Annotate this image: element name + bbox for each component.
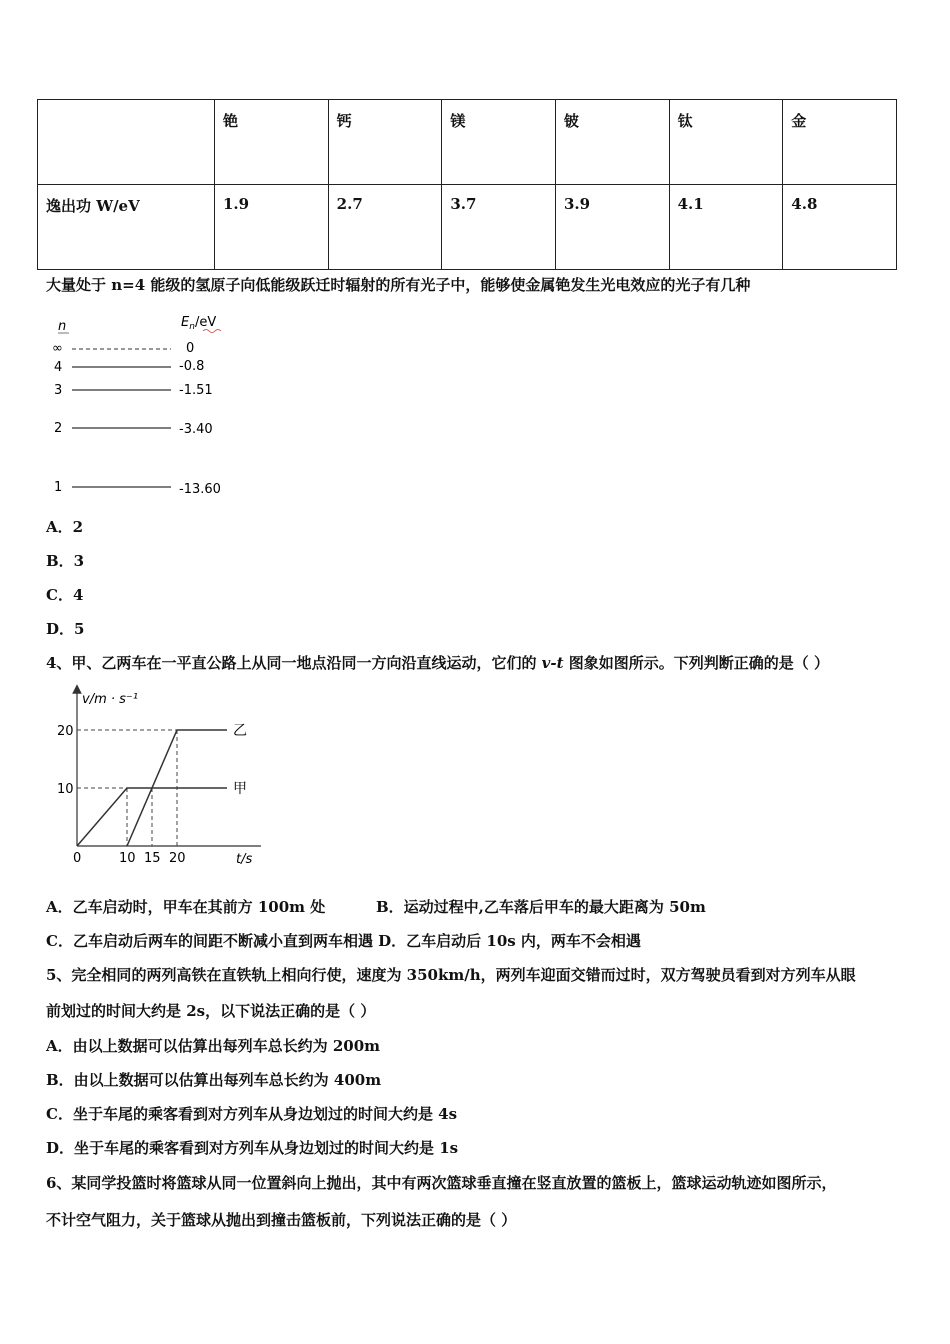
y-tick-label: 20 — [57, 724, 74, 739]
level-e-label: -0.8 — [179, 359, 205, 374]
x-tick-label: 0 — [73, 851, 82, 866]
table-row-label: 逸出功 W/eV — [38, 185, 215, 270]
level-n-label: 2 — [54, 421, 63, 436]
q3-option-d: D．5 — [46, 620, 85, 638]
q3-option-a: A．2 — [46, 518, 84, 536]
y-axis-label: v/m · s⁻¹ — [82, 692, 138, 707]
question-3-stem: 大量处于 n=4 能级的氢原子向低能级跃迁时辐射的所有光子中，能够使金属铯发生光电效应的光子有几种 — [46, 276, 751, 294]
q3-option-c: C．4 — [46, 586, 84, 604]
y-tick-label: 10 — [57, 782, 74, 797]
e-axis-label: $E_n/eV$ — [181, 315, 217, 332]
q4-option-cd: C．乙车启动后两车的间距不断减小直到两车相遇 D．乙车启动后 10s 内，两车不会相遇 — [46, 932, 641, 950]
level-e-label: 0 — [186, 341, 195, 356]
x-tick-label: 20 — [169, 851, 186, 866]
question-5-stem-1: 5、完全相同的两列高铁在直铁轨上相向行使，速度为 350km/h，两列车迎面交错而过时，双方驾驶员看到对方列车从眼 — [46, 966, 856, 984]
table-cell: 2.7 — [328, 185, 442, 270]
n-axis-label: n — [58, 319, 67, 334]
level-n-label: 4 — [54, 360, 63, 375]
question-6-stem-2: 不计空气阻力，关于篮球从抛出到撞击篮板前，下列说法正确的是（ ） — [46, 1211, 517, 1229]
table-header-cell — [38, 100, 215, 185]
table-cell: 3.7 — [442, 185, 556, 270]
level-e-label: -3.40 — [179, 422, 213, 437]
level-e-label: -13.60 — [179, 482, 221, 497]
q5-option-b: B．由以上数据可以估算出每列车总长约为 400m — [46, 1071, 382, 1089]
table-header-cell: 镁 — [442, 100, 556, 185]
q5-option-c: C．坐于车尾的乘客看到对方列车从身边划过的时间大约是 4s — [46, 1105, 458, 1123]
q4-option-a: A．乙车启动时，甲车在其前方 100m 处 — [46, 898, 326, 916]
question-4-stem: 4、甲、乙两车在一平直公路上从同一地点沿同一方向沿直线运动，它们的 v-t 图象如图所示。下列判断正确的是（ ） — [46, 654, 829, 672]
q4-option-b: B．运动过程中,乙车落后甲车的最大距离为 50m — [376, 898, 706, 916]
series-label: 乙 — [233, 723, 247, 739]
level-n-label: 3 — [54, 383, 63, 398]
level-n-label: ∞ — [52, 341, 63, 356]
table-header-row — [38, 100, 897, 185]
x-tick-label: 15 — [144, 851, 161, 866]
question-6-stem-1: 6、某同学投篮时将篮球从同一位置斜向上抛出，其中有两次篮球垂直撞在竖直放置的篮板上，篮球运动轨迹如图所示， — [46, 1174, 837, 1192]
table-row — [38, 185, 897, 270]
level-n-label: 1 — [54, 480, 63, 495]
table-cell: 3.9 — [555, 185, 669, 270]
table-header-cell: 钛 — [669, 100, 783, 185]
question-5-stem-2: 前划过的时间大约是 2s，以下说法正确的是（ ） — [46, 1002, 376, 1020]
table-cell: 4.8 — [783, 185, 897, 270]
table-cell: 4.1 — [669, 185, 783, 270]
energy-level-diagram — [46, 308, 246, 503]
level-e-label: -1.51 — [179, 383, 213, 398]
table-cell: 1.9 — [215, 185, 329, 270]
q5-option-a: A．由以上数据可以估算出每列车总长约为 200m — [46, 1037, 381, 1055]
series-label: 甲 — [233, 781, 247, 797]
q5-option-d: D．坐于车尾的乘客看到对方列车从身边划过的时间大约是 1s — [46, 1139, 459, 1157]
x-tick-label: 10 — [119, 851, 136, 866]
table-header-cell: 钙 — [328, 100, 442, 185]
table-header-cell: 铍 — [555, 100, 669, 185]
x-axis-label: t/s — [236, 852, 253, 867]
table-header-cell: 金 — [783, 100, 897, 185]
vt-chart — [46, 683, 276, 873]
q3-option-b: B．3 — [46, 552, 85, 570]
work-function-table — [37, 99, 897, 270]
table-header-cell: 铯 — [215, 100, 329, 185]
